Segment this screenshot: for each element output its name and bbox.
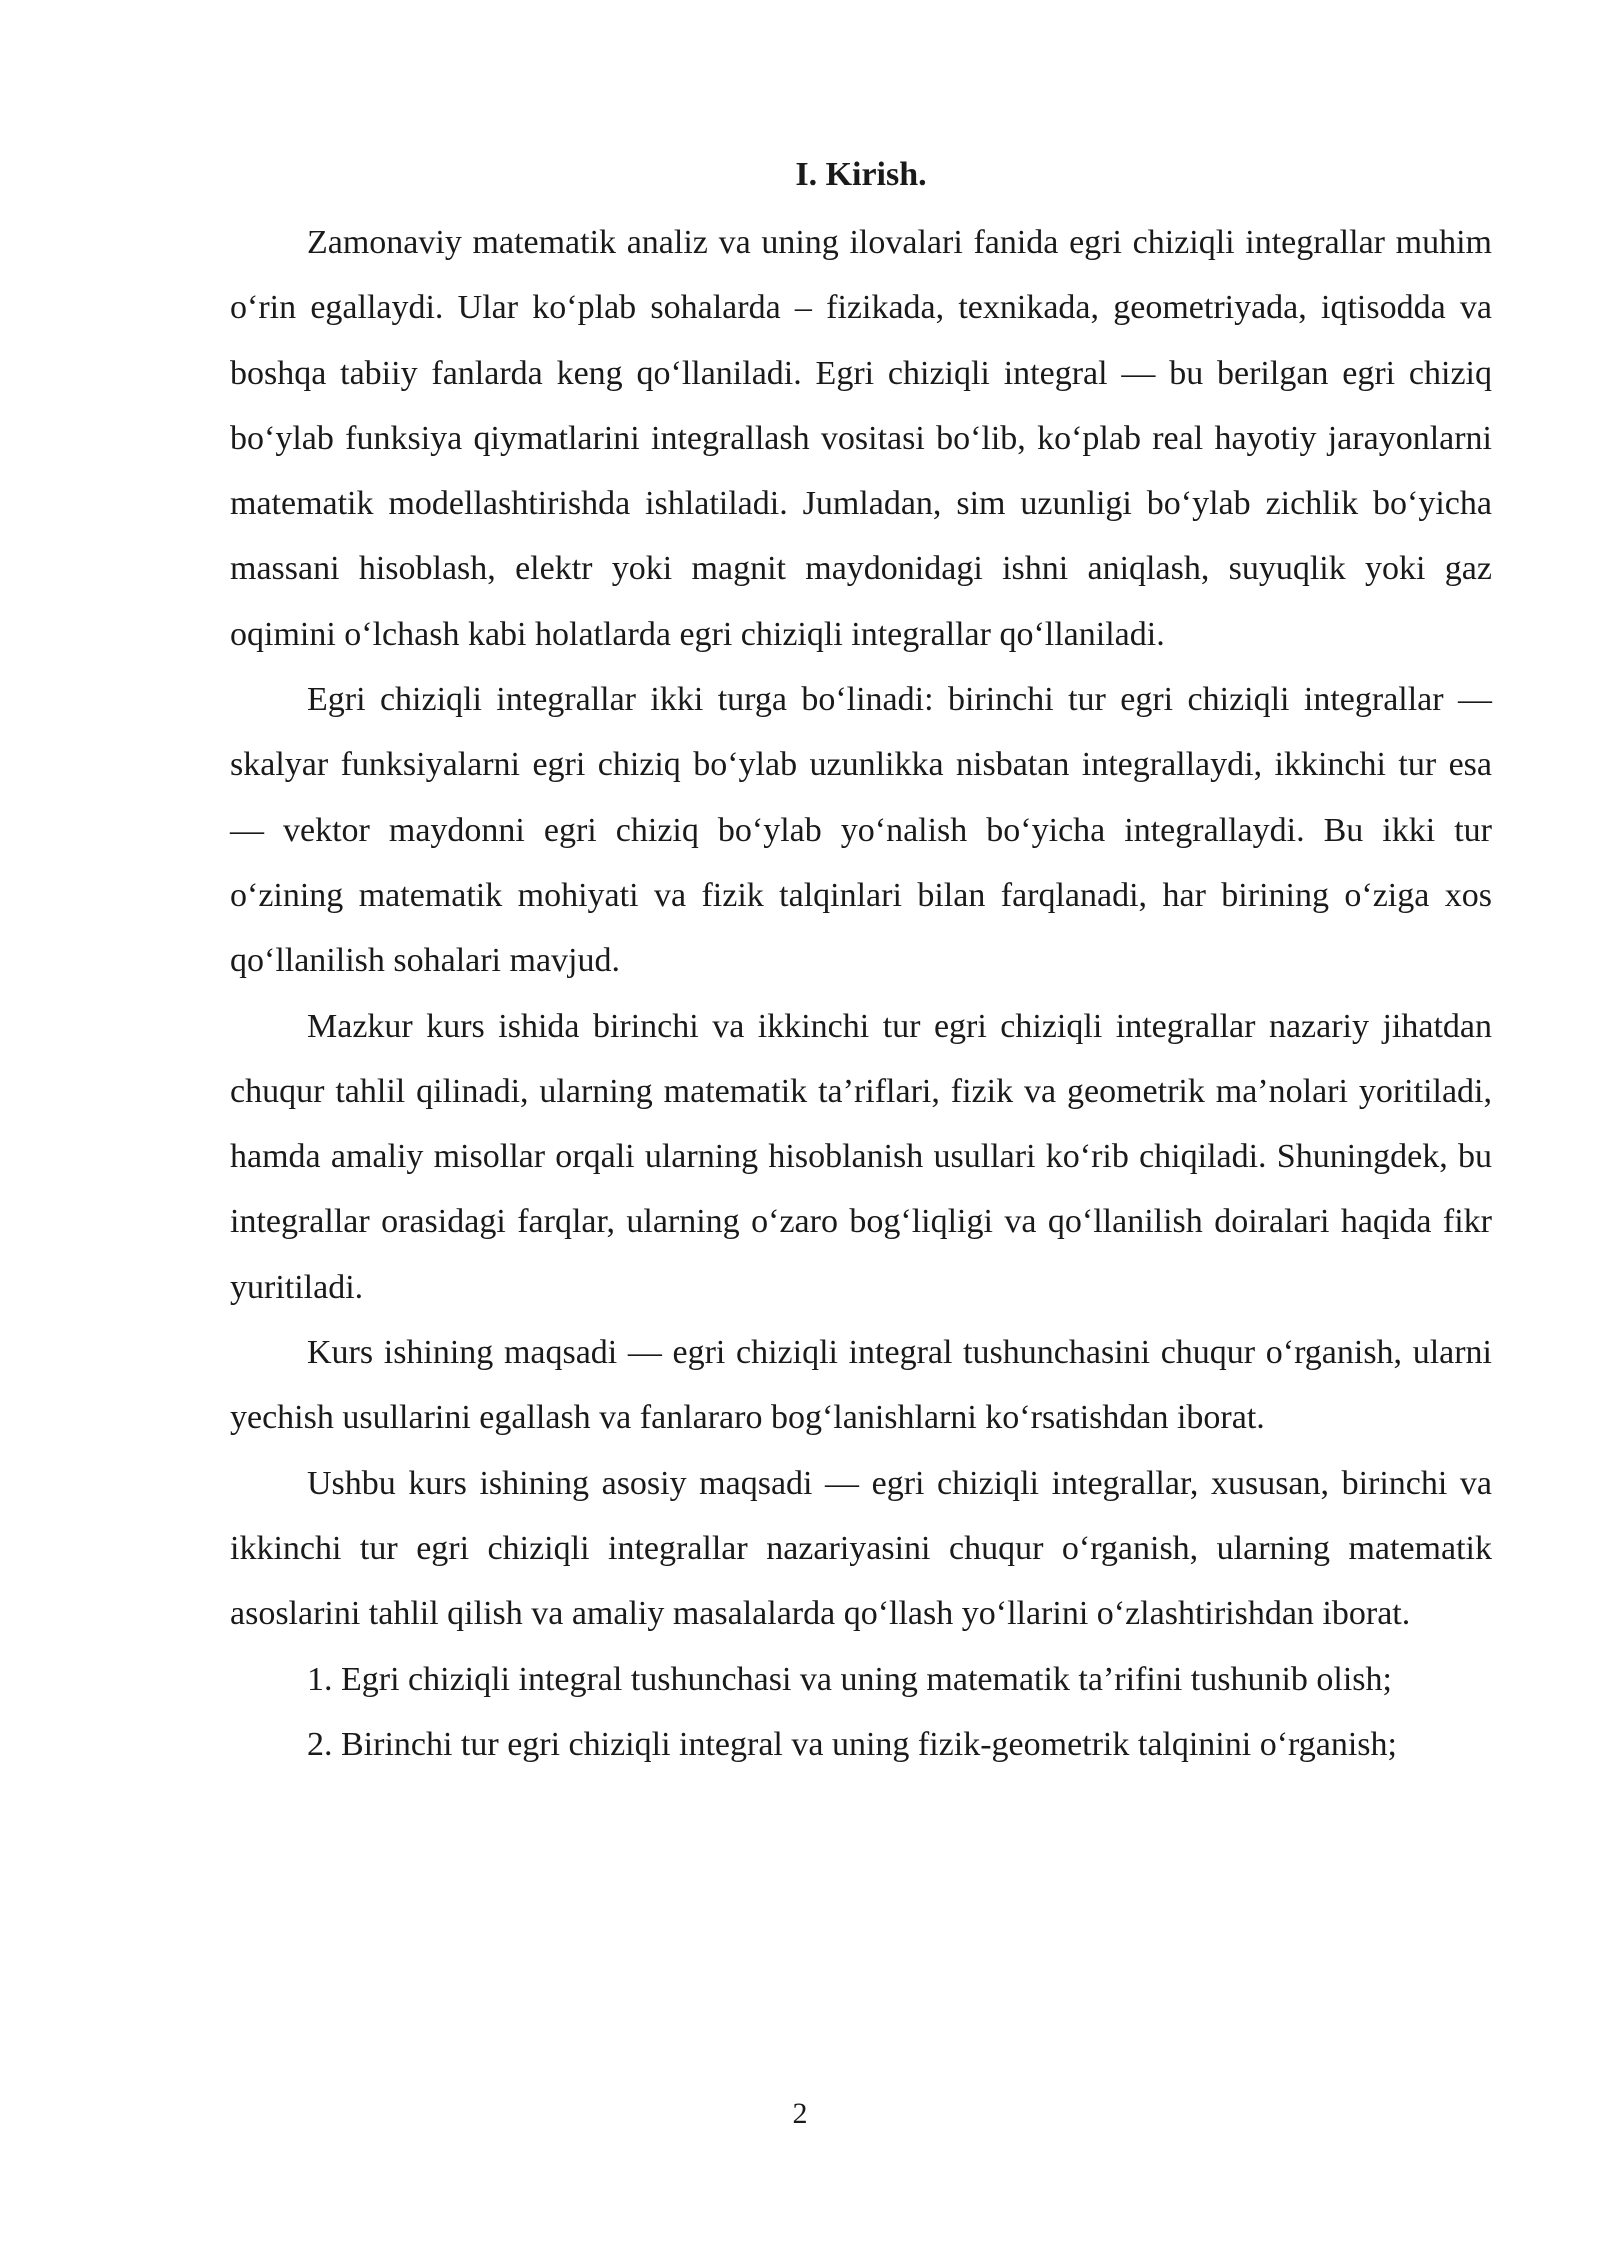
- paragraph-integral-types: Egri chiziqli integrallar ikki turga bo‘linadi: birinchi tur egri chiziqli integrallar — skalyar funksiyalarni egri chiziq bo‘ylab uzunlikka nisbatan integrallaydi, ikkinchi tur esa — vektor maydonni egri chiziq bo‘ylab yo‘nalish bo‘yicha integrallaydi. Bu ikki tur o‘zining matematik mohiyati va fizik talqinlari bilan farqlanadi, har birining o‘ziga xos qo‘llanilish sohalari mavjud.: [230, 681, 1492, 980]
- list-item-objective-1: 1. Egri chiziqli integral tushunchasi va uning matematik ta’rifini tushunib olish;: [307, 1660, 1392, 1698]
- paragraph-introduction: Zamonaviy matematik analiz va uning ilovalari fanida egri chiziqli integrallar muhim o‘rin egallaydi. Ular ko‘plab sohalarda – fizikada, texnikada, geometriyada, iqtisodda va boshqa tabiiy fanlarda keng qo‘llaniladi. Egri chiziqli integral — bu berilgan egri chiziq bo‘ylab funksiya qiymatlarini integrallash vositasi bo‘lib, ko‘plab real hayotiy jarayonlarni matematik modellashtirishda ishlatiladi. Jumladan, sim uzunligi bo‘ylab zichlik bo‘yicha massani hisoblash, elektr yoki magnit maydonidagi ishni aniqlash, suyuqlik yoki gaz oqimini o‘lchash kabi holatlarda egri chiziqli integrallar qo‘llaniladi.: [230, 224, 1492, 653]
- page-content: [230, 148, 1492, 1777]
- paragraph-course-scope: Mazkur kurs ishida birinchi va ikkinchi tur egri chiziqli integrallar nazariy jihatdan chuqur tahlil qilinadi, ularning matematik ta’riflari, fizik va geometrik ma’nolari yoritiladi, hamda amaliy misollar orqali ularning hisoblanish usullari ko‘rib chiqiladi. Shuningdek, bu integrallar orasidagi farqlar, ularning o‘zaro bog‘liqligi va qo‘llanilish doiralari haqida fikr yuritiladi.: [230, 1007, 1492, 1306]
- page-number: 2: [792, 2097, 808, 2130]
- section-heading: I. Kirish.: [795, 156, 927, 193]
- list-item-objective-2: 2. Birinchi tur egri chiziqli integral va uning fizik-geometrik talqinini o‘rganish;: [307, 1725, 1397, 1763]
- paragraph-main-goal: Ushbu kurs ishining asosiy maqsadi — egri chiziqli integrallar, xususan, birinchi va ikkinchi tur egri chiziqli integrallar nazariyasini chuqur o‘rganish, ularning matematik asoslarini tahlil qilish va amaliy masalalarda qo‘llash yo‘llarini o‘zlashtirishdan iborat.: [230, 1464, 1492, 1633]
- paragraph-course-goal: Kurs ishining maqsadi — egri chiziqli integral tushunchasini chuqur o‘rganish, ularni yechish usullarini egallash va fanlararo bog‘lanishlarni ko‘rsatishdan iborat.: [230, 1334, 1492, 1437]
